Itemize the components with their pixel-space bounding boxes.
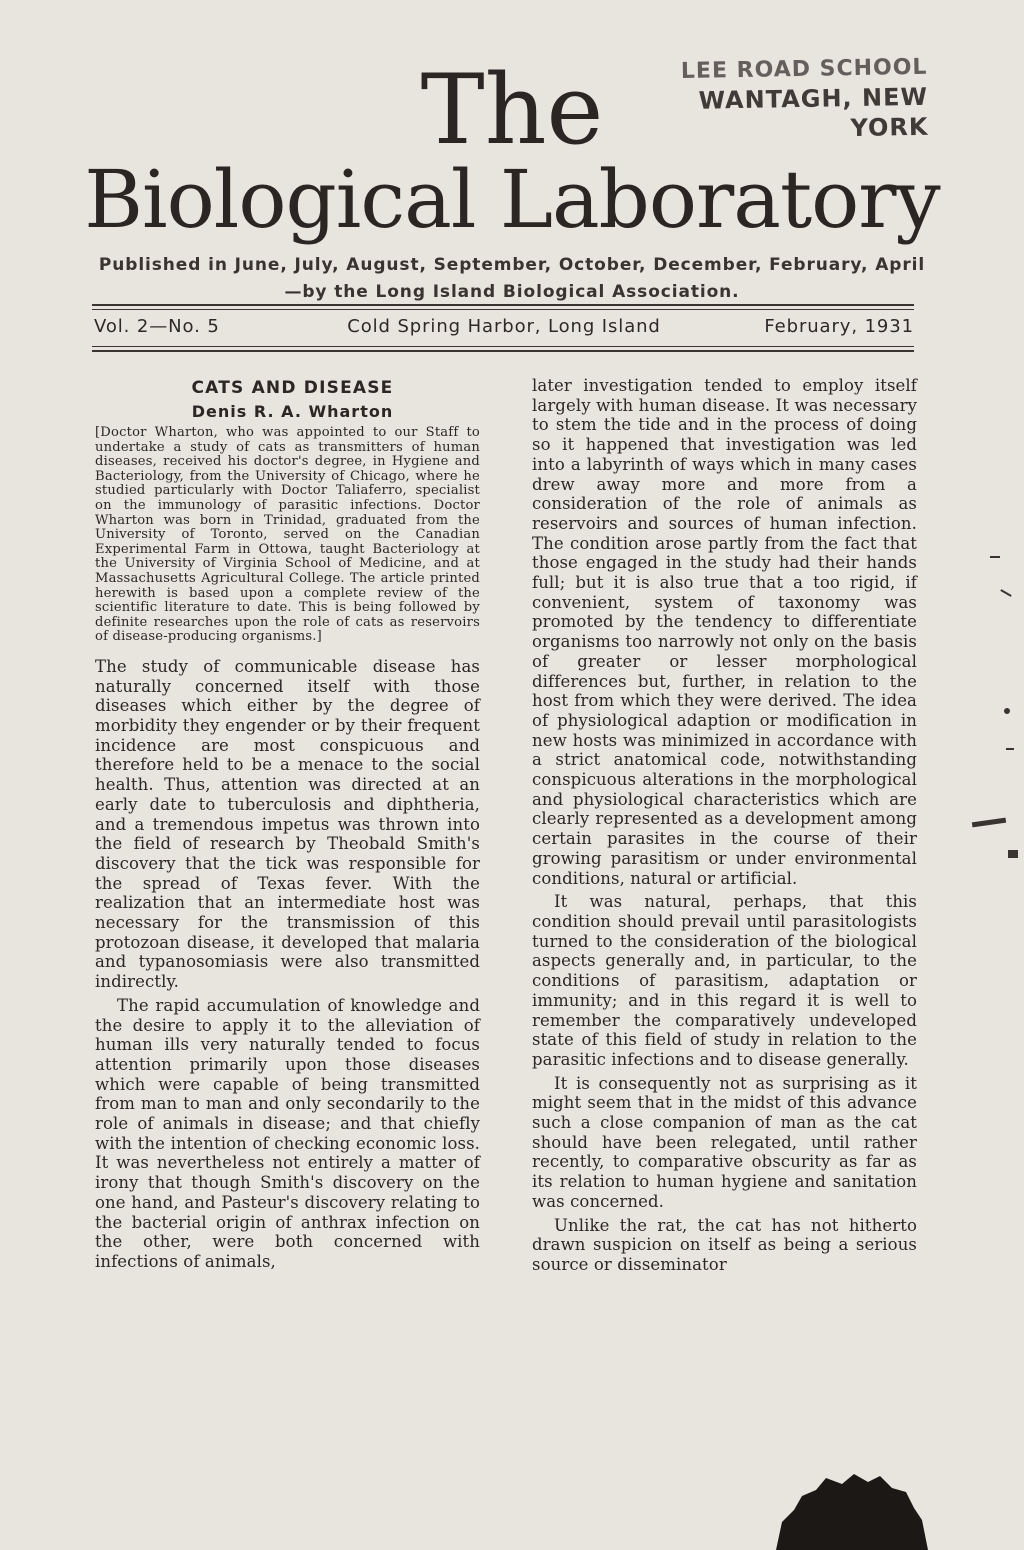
divider-top-thin xyxy=(92,309,914,310)
ink-speck xyxy=(972,818,1006,828)
divider-bottom xyxy=(92,350,914,352)
ink-speck xyxy=(1008,850,1018,858)
torn-paper-mark xyxy=(772,1470,932,1550)
volume-number: Vol. 2—No. 5 xyxy=(94,316,220,337)
publication-place: Cold Spring Harbor, Long Island xyxy=(347,316,661,337)
ink-speck xyxy=(990,556,1000,558)
divider-top xyxy=(92,304,914,306)
issue-date: February, 1931 xyxy=(764,316,914,337)
left-column xyxy=(95,376,480,1272)
body-paragraph: It was natural, perhaps, that this condition should prevail until parasitologists turned to the consideration of the biological aspects generally and, in particular, to the conditions of parasitism, adaptation or immunity; and in this regard it is well to remember the comparatively undeveloped state of this field of study in relation to the parasitic infections and to disease generally. xyxy=(532,892,917,1069)
stamp-line-2: WANTAGH, NEW YORK xyxy=(698,82,929,142)
body-paragraph: The rapid accumulation of knowledge and the desire to apply it to the alleviation of human ills very naturally tended to focus attention primarily upon those diseases which were capable of being transmitted from man to man and only secondarily to the role of animals in disease; and that chiefly with the intention of checking economic loss. It was nevertheless not entirely a matter of irony that though Smith's discovery on the one hand, and Pasteur's discovery relating to the bacterial origin of anthrax infection on the other, were both concerned with infections of animals, xyxy=(95,995,480,1271)
article-author: Denis R. A. Wharton xyxy=(191,402,394,421)
publication-info: Published in June, July, August, September, October, December, February, April—by the Long Island Biological Association. xyxy=(98,255,926,302)
divider-bottom-thin xyxy=(92,346,914,347)
page-title: Biological Laboratory xyxy=(84,153,940,246)
ink-speck xyxy=(1000,589,1011,597)
ink-speck xyxy=(1004,708,1010,714)
ink-speck xyxy=(1006,748,1014,750)
title-the: The xyxy=(420,54,604,166)
right-column xyxy=(532,376,917,1275)
article-title: CATS AND DISEASE xyxy=(191,378,394,398)
editor-note: [Doctor Wharton, who was appointed to our Staff to undertake a study of cats as transmitters of human diseases, received his doctor's degree, in Hygiene and Bacteriology, from the University of Chicago, where he studied particularly with Doctor Taliaferro, specialist on the immunology of parasitic infections. Doctor Wharton was born in Trinidad, graduated from the University of Toronto, served on the Canadian Experimental Farm in Ottowa, taught Bacteriology at the University of Virginia School of Medicine, and at Massachusetts Agricultural College. The article printed herewith is based upon a complete review of the scientific literature to date. This is being followed by definite researches upon the role of cats as reservoirs of disease-producing organisms.] xyxy=(95,425,480,645)
masthead xyxy=(94,316,914,340)
body-paragraph: The study of communicable disease has naturally concerned itself with those diseases which either by the degree of morbidity they engender or by their frequent incidence are most conspicuous and therefore held to be a menace to the social health. Thus, attention was directed at an early date to tuberculosis and diphtheria, and a tremendous impetus was thrown into the field of research by Theobald Smith's discovery that the tick was responsible for the spread of Texas fever. With the realization that an intermediate host was necessary for the transmission of this protozoan disease, it developed that malaria and typanosomiasis were also transmitted indirectly. xyxy=(95,656,480,992)
stamp-line-1: LEE ROAD SCHOOL xyxy=(680,54,928,85)
body-paragraph: Unlike the rat, the cat has not hitherto drawn suspicion on itself as being a serious source or disseminator xyxy=(532,1215,917,1274)
body-paragraph: It is consequently not as surprising as it might seem that in the midst of this advance such a close companion of man as the cat should have been relegated, until rather recently, to comparative obscurity as far as its relation to human hygiene and sanitation was concerned. xyxy=(532,1073,917,1211)
body-paragraph: later investigation tended to employ itself largely with human disease. It was necessary to stem the tide and in the process of doing so it happened that investigation was led into a labyrinth of ways which in many cases drew away more and more from a consideration of the role of animals as reservoirs and sources of human infection. The condition arose partly from the fact that those engaged in the study had their hands full; but it is also true that a too rigid, if convenient, system of taxonomy was promoted by the tendency to differentiate organisms too narrowly not only on the basis of greater or lesser morphological differences but, further, in relation to the host from which they were derived. The idea of physiological adaption or modification in new hosts was minimized in accordance with a strict anatomical code, notwithstanding conspicuous alterations in the morphological and physiological characteristics which are clearly represented as a development among certain parasites in the course of their growing parasitism or under environmental conditions, natural or artificial. xyxy=(532,376,917,888)
